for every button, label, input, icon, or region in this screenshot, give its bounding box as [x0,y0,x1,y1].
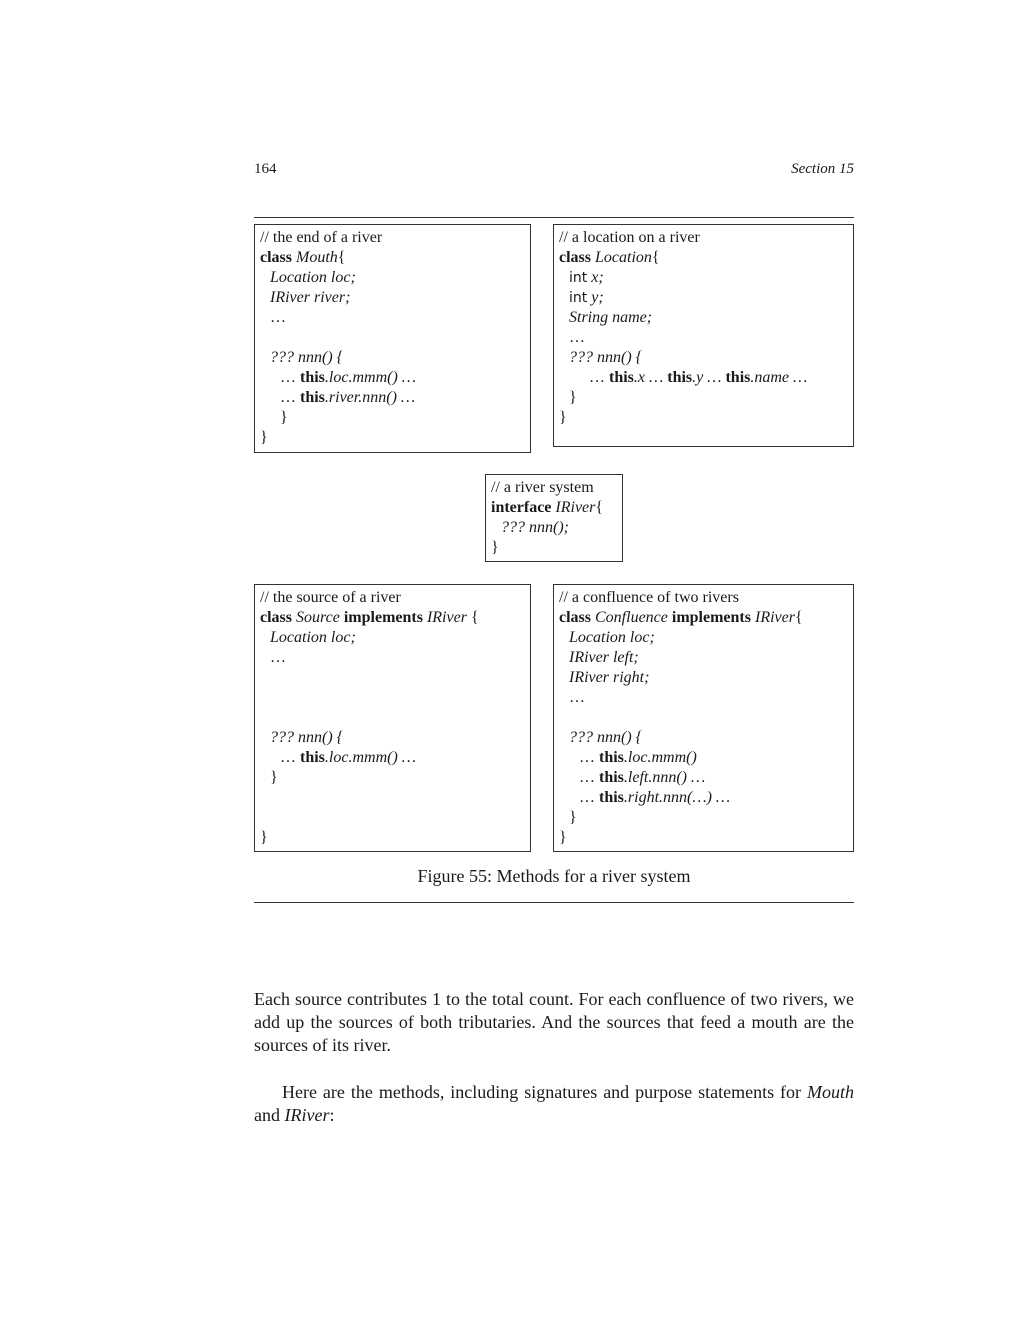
expr: .left.nnn() … [623,769,706,786]
mouth-method-signature: ??? nnn() { [270,349,344,366]
iriver-term: IRiver [284,1105,330,1125]
source-method-close: } [270,769,278,786]
this-keyword: this [599,789,624,806]
class-keyword: class [260,609,292,626]
class-keyword: class [559,249,591,266]
this-keyword: this [300,369,325,386]
source-body-line [260,748,525,768]
figure-bottom-rule [254,902,854,903]
class-keyword: class [260,249,292,266]
mouth-ellipsis: … [270,309,286,326]
source-ellipsis: … [270,649,286,666]
location-field-name: String name; [569,309,653,326]
field-name: y; [587,289,604,306]
location-ellipsis: … [569,329,585,346]
paragraph-text: and [254,1105,285,1125]
body-paragraph-2 [254,1081,854,1127]
confluence-field-right: IRiver right; [569,669,650,686]
this-keyword: this [300,749,325,766]
this-keyword: this [599,769,624,786]
source-method-signature: ??? nnn() { [270,729,344,746]
interface-keyword: interface [491,499,552,516]
location-class-name: Location [595,249,652,266]
confluence-field-left: IRiver left; [569,649,639,666]
location-method-signature: ??? nnn() { [569,349,643,366]
paragraph-text: : [329,1105,335,1125]
location-method-close: } [569,389,577,406]
iriver-comment: // a river system [491,479,594,496]
ellipsis: … [280,369,300,386]
expr: .loc.mmm() … [324,369,416,386]
expr: .y … [692,369,726,386]
source-comment: // the source of a river [260,589,401,606]
body-paragraph-1: Each source contributes 1 to the total count. For each confluence of two rivers, we add up the sources of both tributaries. And the sources that feed a mouth are the sources of its river. [254,989,854,1055]
location-class-close: } [559,409,567,426]
expr: .x … [633,369,668,386]
mouth-body-line-2 [260,388,525,408]
confluence-comment: // a confluence of two rivers [559,589,739,606]
expr: .name … [750,369,808,386]
brace: { [595,499,604,516]
figure-top-rule [254,217,854,218]
iriver-interface-box [485,474,623,562]
ellipsis: … [589,369,609,386]
this-keyword: this [599,749,624,766]
class-keyword: class [559,609,591,626]
ellipsis: … [579,749,599,766]
source-field-loc: Location loc; [270,629,356,646]
mouth-field-loc: Location loc; [270,269,356,286]
confluence-class-name: Confluence [595,609,668,626]
mouth-term: Mouth [807,1082,854,1102]
mouth-method-close: } [280,409,288,426]
mouth-comment: // the end of a river [260,229,383,246]
iriver-method-signature: ??? nnn(); [501,519,569,536]
location-body-line [559,368,848,388]
location-field-y [559,288,848,308]
brace: { [651,249,660,266]
type-int: int [569,290,588,306]
field-name: x; [587,269,604,286]
section-heading: Section 15 [791,161,854,177]
iriver-name: IRiver [555,499,596,516]
confluence-interface-name: IRiver [754,609,795,626]
ellipsis: … [280,389,300,406]
brace: { [466,609,479,626]
iriver-close: } [491,539,499,556]
mouth-class-close: } [260,429,268,446]
confluence-field-loc: Location loc; [569,629,655,646]
this-keyword: this [667,369,693,386]
mouth-body-line-1 [260,368,525,388]
location-class-box [553,224,854,447]
confluence-ellipsis: … [569,689,585,706]
confluence-class-box [553,584,854,852]
mouth-class-box [254,224,531,453]
paragraph-text: Here are the methods, including signatures and purpose statements for [282,1082,802,1102]
implements-keyword: implements [671,609,751,626]
this-keyword: this [609,369,634,386]
ellipsis: … [579,769,599,786]
expr: .right.nnn(…) … [623,789,731,806]
ellipsis: … [280,749,300,766]
figure-caption: Figure 55: Methods for a river system [417,866,691,886]
mouth-field-river: IRiver river; [270,289,351,306]
source-class-close: } [260,829,268,846]
expr: .river.nnn() … [324,389,416,406]
source-interface-name: IRiver [426,609,467,626]
confluence-method-close: } [569,809,577,826]
source-class-box [254,584,531,852]
location-comment: // a location on a river [559,229,700,246]
brace: { [337,249,346,266]
expr: .loc.mmm() [623,749,697,766]
source-class-name: Source [296,609,340,626]
implements-keyword: implements [343,609,423,626]
confluence-body-line-3 [559,788,848,808]
type-int: int [569,270,588,286]
expr: .loc.mmm() … [324,749,416,766]
confluence-body-line-2 [559,768,848,788]
brace: { [794,609,803,626]
location-field-x [559,268,848,288]
confluence-class-close: } [559,829,567,846]
page-number: 164 [254,161,277,177]
mouth-class-name: Mouth [296,249,338,266]
this-keyword: this [300,389,325,406]
ellipsis: … [579,789,599,806]
confluence-method-signature: ??? nnn() { [569,729,643,746]
this-keyword: this [725,369,751,386]
confluence-body-line-1 [559,748,848,768]
